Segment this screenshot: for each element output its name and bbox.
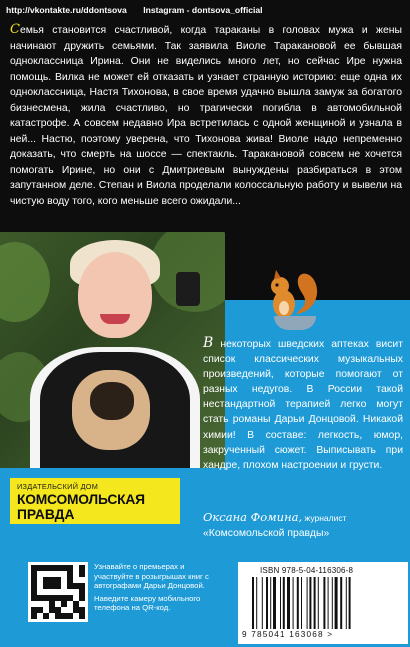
lamp-icon xyxy=(176,272,200,306)
author-name: Оксана Фомина, xyxy=(203,510,303,524)
social-links xyxy=(6,5,406,19)
author-org: «Комсомольской правды» xyxy=(203,528,330,539)
qr-text-line2: Наведите камеру мобильного телефона на QR-код. xyxy=(94,593,201,613)
instagram-link[interactable]: Instagram - dontsova_official xyxy=(143,5,263,15)
qr-instructions xyxy=(94,562,224,616)
quote-text: некоторых шведских аптеках висит список классических музыкальных произведений, которые помогают от разных недугов. В России такой нестандартной терапией легко могут стать романы Дарьи Донцовой. Никакой химии! В составе: легкость, юмор, закрученный сюжет. Выписывать при хандре, плохом настроении и грусти. xyxy=(203,339,403,471)
publisher-name-line2: ПРАВДА xyxy=(17,507,75,522)
vk-link[interactable]: http://vkontakte.ru/ddontsova xyxy=(6,5,127,15)
blurb-text: емья становится счастливой, когда тараканы в головах мужа и жены начинают дружить семьями. Так заявила Виоле Таракановой ее бывшая одноклассница Ирина. Они не виделись много лет, но сейчас Ире нужна помощь. Вилка не может ей отказать и узнает странную историю: еще одна их одноклассница, Настя Тихонова, в свое время удачно вышла замуж за богатого бизнесмена, жила счастливо, но трагически погибла в автомобильной катастрофе. А совсем недавно Ира встретилась с одной женщиной и узнала в ней... Настю, поэтому уверена, что Тихонова жива! Виоле надо непременно доказать, что смерть на шоссе — спектакль. Таракановой совсем не хочется помогать Ирине, но они с Дмитриевым вынуждены разбираться в этом запутанном деле. Степан и Виола проделали колоссальную работу и вывели на чистую воду того, кого меньше всего ожидали... xyxy=(10,25,402,207)
barcode-digits: 9 785041 163068 > xyxy=(242,630,334,639)
barcode-icon xyxy=(238,562,408,644)
quote-author xyxy=(203,510,403,541)
qr-code-icon[interactable] xyxy=(28,562,88,622)
tub-icon xyxy=(274,316,316,330)
publisher-logo xyxy=(10,478,180,524)
book-blurb xyxy=(10,22,402,209)
review-quote xyxy=(203,336,403,473)
quote-drop-cap: В xyxy=(203,335,214,351)
blurb-drop-cap: С xyxy=(10,22,20,37)
author-role: журналист xyxy=(302,513,347,523)
publisher-name-line1: КОМСОМОЛЬСКАЯ xyxy=(17,492,145,507)
isbn-label: ISBN 978-5-04-116306-8 xyxy=(260,566,354,575)
qr-text-line1: Узнавайте о премьерах и участвуйте в розыгрышах книг с автографами Дарьи Донцовой. xyxy=(94,562,209,591)
publisher-small-label: ИЗДАТЕЛЬСКИЙ ДОМ xyxy=(17,482,99,491)
author-photo xyxy=(0,232,225,468)
